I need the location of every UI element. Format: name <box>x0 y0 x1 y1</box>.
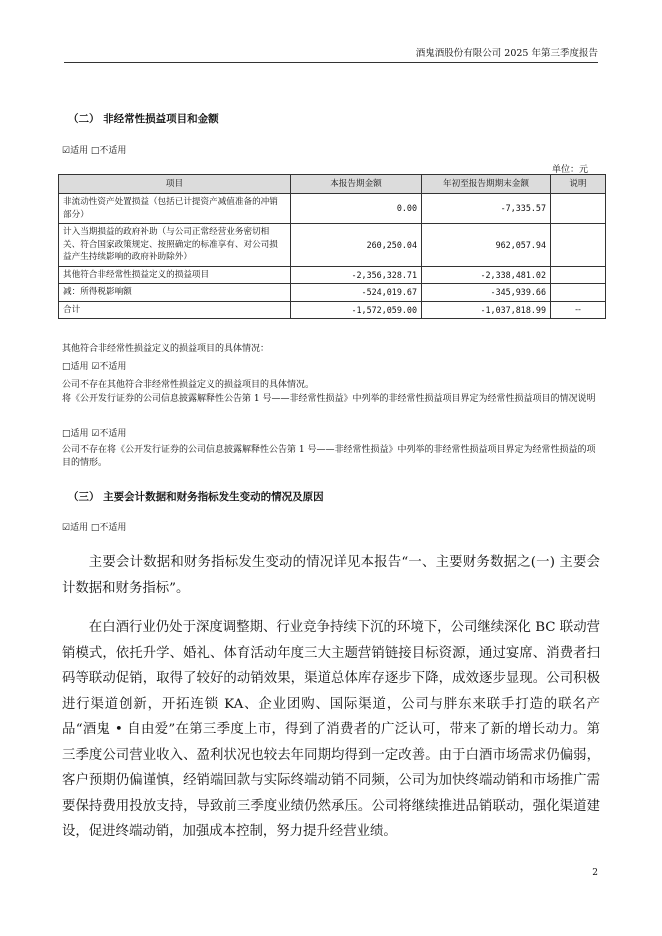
col-header-current: 本报告期金额 <box>291 175 422 194</box>
section-title-non-recurring: （二） 非经常性损益项目和金额 <box>68 113 219 125</box>
row-current: 0.00 <box>291 194 422 224</box>
note-reclassification: 将《公开发行证券的公司信息披露解释性公告第 1 号——非经常性损益》中列举的非经常性损益项目界定为经常性损益项目的情况说明 <box>62 394 596 404</box>
row-note <box>551 224 606 267</box>
col-header-note: 说明 <box>551 175 606 194</box>
row-note <box>551 284 606 302</box>
note-other-items: 其他符合非经常性损益定义的损益项目的具体情况： <box>62 344 270 354</box>
table-row-total <box>59 301 606 319</box>
col-header-item: 项目 <box>59 175 291 194</box>
row-ytd: -2,338,481.02 <box>422 266 551 284</box>
applicability-check-4: ☑适用 □不适用 <box>62 523 127 533</box>
note-no-reclassification: 公司不存在将《公开发行证券的公司信息披露解释性公告第 1 号——非经常性损益》中列举的非经常性损益项目界定为经常性损益的项目的情形。 <box>62 445 596 468</box>
section-title-changes: （三） 主要会计数据和财务指标发生变动的情况及原因 <box>68 491 324 503</box>
row-ytd: -345,939.66 <box>422 284 551 302</box>
header-divider <box>64 62 598 63</box>
row-item: 其他符合非经常性损益定义的损益项目 <box>59 266 291 284</box>
row-ytd: -7,335.57 <box>422 194 551 224</box>
paragraph-business-analysis: 在白酒行业仍处于深度调整期、行业竞争持续下沉的环境下，公司继续深化 BC 联动营销模式，依托升学、婚礼、体育活动年度三大主题营销链接目标资源，通过宴席、消费者扫码等联动促销，取得了较好的动销效果，渠道总体库存逐步下降，成效逐步显现。公司积极进行渠道创新，开拓连锁 KA、企业团购、国际渠道，公司与胖东来联手打造的联名产品“酒鬼 • 自由爱”在第三季度上市，得到了消费者的广泛认可，带来了新的增长动力。第三季度公司营业收入、盈利状况也较去年同期均得到一定改善。由于白酒市场需求仍偏弱，客户预期仍偏谨慎，经销端回款与实际终端动销不同频，公司为加快终端动销和市场推广需要保持费用投放支持，导致前三季度业绩仍然承压。公司将继续推进品销联动，强化渠道建设，促进终端动销，加强成本控制，努力提升经营业绩。 <box>62 620 600 839</box>
row-note <box>551 194 606 224</box>
row-current: -524,019.67 <box>291 284 422 302</box>
row-note <box>551 266 606 284</box>
page-header-title: 酒鬼酒股份有限公司 2025 年第三季度报告 <box>415 48 598 59</box>
row-item: 合计 <box>59 301 291 319</box>
col-header-ytd: 年初至报告期期末金额 <box>422 175 551 194</box>
row-item: 非流动性资产处置损益（包括已计提资产减值准备的冲销部分） <box>59 194 291 224</box>
row-ytd: -1,037,818.99 <box>422 301 551 319</box>
paragraph-changes-reference: 主要会计数据和财务指标发生变动的情况详见本报告“一、主要财务数据之(一) 主要会计数据和财务指标”。 <box>62 555 600 596</box>
applicability-check-1: ☑适用 □不适用 <box>62 146 127 156</box>
note-no-other-items: 公司不存在其他符合非经常性损益定义的损益项目的具体情况。 <box>62 380 315 390</box>
row-note: -- <box>551 301 606 319</box>
row-ytd: 962,057.94 <box>422 224 551 267</box>
table-row <box>59 194 606 224</box>
row-current: -2,356,328.71 <box>291 266 422 284</box>
row-item: 计入当期损益的政府补助（与公司正常经营业务密切相关、符合国家政策规定、按照确定的标准享有、对公司损益产生持续影响的政府补助除外） <box>59 224 291 267</box>
table-header-row <box>59 175 606 194</box>
table-row <box>59 266 606 284</box>
table-row <box>59 284 606 302</box>
table-row <box>59 224 606 267</box>
applicability-check-2: □适用 ☑不适用 <box>62 362 127 372</box>
row-current: 260,250.04 <box>291 224 422 267</box>
applicability-check-3: □适用 ☑不适用 <box>62 429 127 439</box>
page-number: 2 <box>592 868 598 878</box>
non-recurring-table <box>58 174 606 319</box>
row-item: 减：所得税影响额 <box>59 284 291 302</box>
unit-label: 单位：元 <box>551 165 588 175</box>
row-current: -1,572,059.00 <box>291 301 422 319</box>
